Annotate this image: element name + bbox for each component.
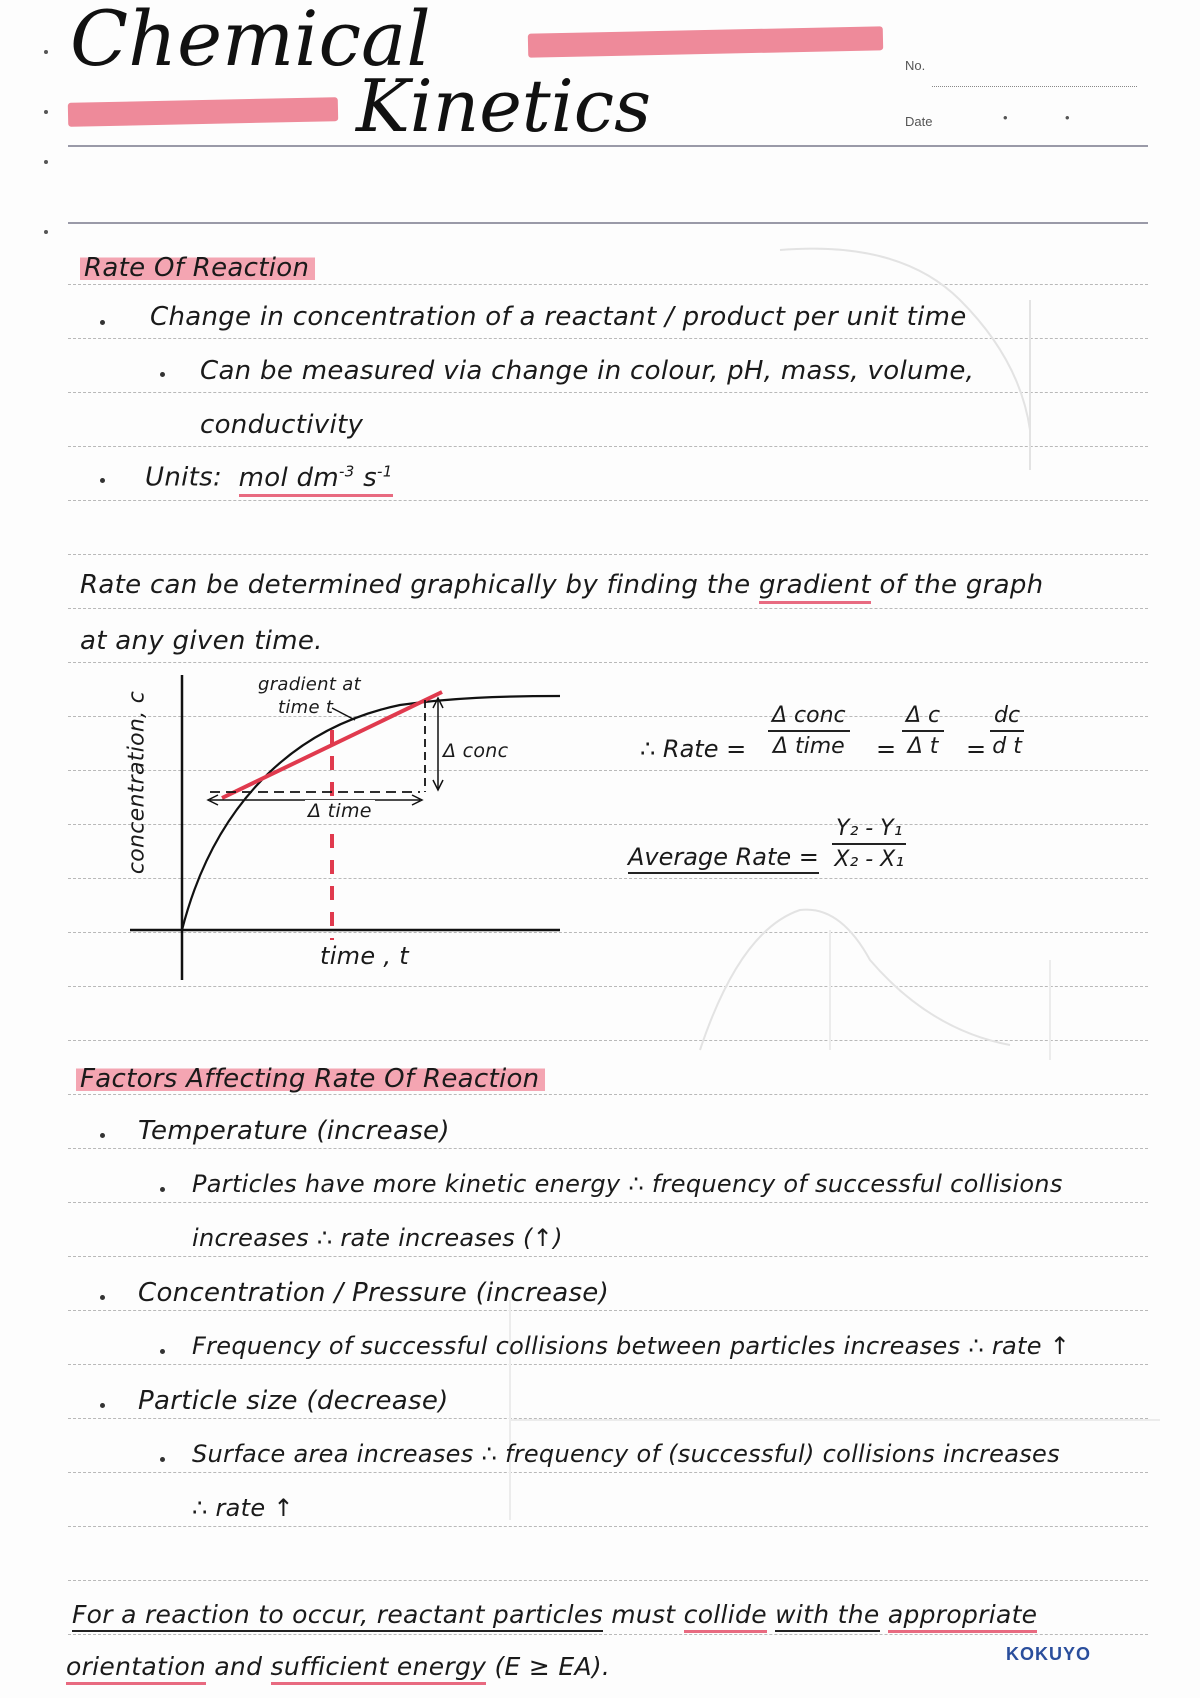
units-s: s (363, 462, 377, 493)
factor-particle-size-detail-1: Surface area increases ∴ frequency of (successful) collisions increases (192, 1440, 1060, 1468)
avg-denominator: X₂ - X₁ (834, 847, 905, 872)
conclusion-line2 (66, 1652, 610, 1681)
units-prefix: Units: (145, 462, 223, 493)
conclusion-inequality: (E ≥ EA). (494, 1652, 611, 1681)
no-label: No. (905, 58, 926, 73)
tangent-label-2: time t (278, 697, 334, 718)
frac3-denominator: d t (992, 734, 1022, 759)
factor-concentration: Concentration / Pressure (increase) (138, 1278, 610, 1308)
sub-bullet-text: Can be measured via change in colour, pH, mass, volume, (200, 356, 975, 386)
tangent-label-1: gradient at (258, 674, 361, 695)
heading-highlight: Rate Of Reaction (80, 253, 315, 283)
factor-particle-size: Particle size (decrease) (138, 1386, 449, 1416)
avg-rate-text: Average Rate = (628, 843, 819, 874)
heading-highlight: Factors Affecting Rate Of Reaction (76, 1064, 545, 1094)
bullet (100, 1295, 105, 1300)
para-gradient: gradient (759, 570, 871, 604)
bullet (100, 478, 105, 483)
dconc-label: Δ conc (443, 740, 509, 762)
bullet (160, 1349, 165, 1354)
section-heading-rate (80, 253, 315, 283)
units-mol-dm: mol dm (238, 462, 339, 493)
tangent-pointer (332, 708, 355, 720)
para-text-a: Rate can be determined graphically by finding the (80, 570, 751, 600)
factor-temperature-detail-1: Particles have more kinetic energy ∴ frequency of successful collisions (192, 1170, 1063, 1198)
frac1-denominator: Δ time (772, 734, 845, 759)
title-line2: Kinetics (356, 64, 652, 148)
frac2-denominator: Δ t (907, 734, 939, 759)
units-exp1: -3 (338, 462, 355, 480)
graph-xlabel: time , t (320, 942, 409, 970)
section-heading-factors (76, 1064, 545, 1094)
units-exp2: -1 (376, 462, 393, 480)
paragraph-line2: at any given time. (80, 626, 323, 656)
factor-temperature-detail-2: increases ∴ rate increases (↑) (192, 1224, 563, 1252)
avg-numerator: Y₂ - Y₁ (832, 816, 906, 845)
graph-ylabel: concentration, c (124, 690, 150, 875)
rate-prefix: ∴ Rate = (640, 735, 747, 763)
factor-particle-size-detail-2: ∴ rate ↑ (192, 1494, 294, 1522)
factor-temperature: Temperature (increase) (138, 1116, 450, 1146)
para-text-c: of the graph (879, 570, 1044, 600)
conclusion-orientation: orientation (66, 1652, 206, 1685)
rate-fraction-1 (768, 703, 850, 759)
average-rate-fraction (832, 816, 906, 872)
title-line1: Chemical (70, 0, 431, 83)
bullet (160, 1457, 165, 1462)
units-value (239, 463, 393, 497)
conclusion-collide: collide (684, 1600, 767, 1633)
conclusion-energy: sufficient energy (271, 1652, 487, 1685)
brand-logo: KOKUYO (1006, 1644, 1092, 1664)
date-dot: • (1003, 110, 1008, 125)
equals-sign: = (876, 735, 897, 763)
conclusion-part-b: must (611, 1600, 676, 1629)
rate-fraction-3 (990, 703, 1024, 759)
date-label: Date (905, 114, 933, 129)
frac1-numerator: Δ conc (768, 703, 850, 732)
paragraph-line1 (80, 570, 1043, 600)
dtime-label: Δ time (305, 800, 375, 822)
rate-fraction-2 (902, 703, 944, 759)
equals-sign: = (966, 735, 987, 763)
conclusion-part-a: For a reaction to occur, reactant particles (72, 1600, 603, 1632)
date-dot: • (1065, 110, 1070, 125)
frac2-numerator: Δ c (902, 703, 944, 732)
units-line (145, 462, 393, 493)
bullet (100, 320, 105, 325)
sub-bullet-text: conductivity (200, 410, 364, 440)
bullet-text: Change in concentration of a reactant / product per unit time (150, 302, 967, 332)
bullet (100, 1133, 105, 1138)
conclusion-and: and (214, 1652, 263, 1681)
conclusion-appropriate: appropriate (888, 1600, 1038, 1633)
factor-concentration-detail: Frequency of successful collisions between particles increases ∴ rate ↑ (192, 1332, 1071, 1360)
bullet (160, 372, 165, 377)
conclusion-line1 (72, 1600, 1037, 1629)
bullet (160, 1187, 165, 1192)
frac3-numerator: dc (990, 703, 1024, 732)
conclusion-part-d: with the (775, 1600, 879, 1632)
bullet (100, 1403, 105, 1408)
average-rate-prefix (628, 843, 819, 871)
